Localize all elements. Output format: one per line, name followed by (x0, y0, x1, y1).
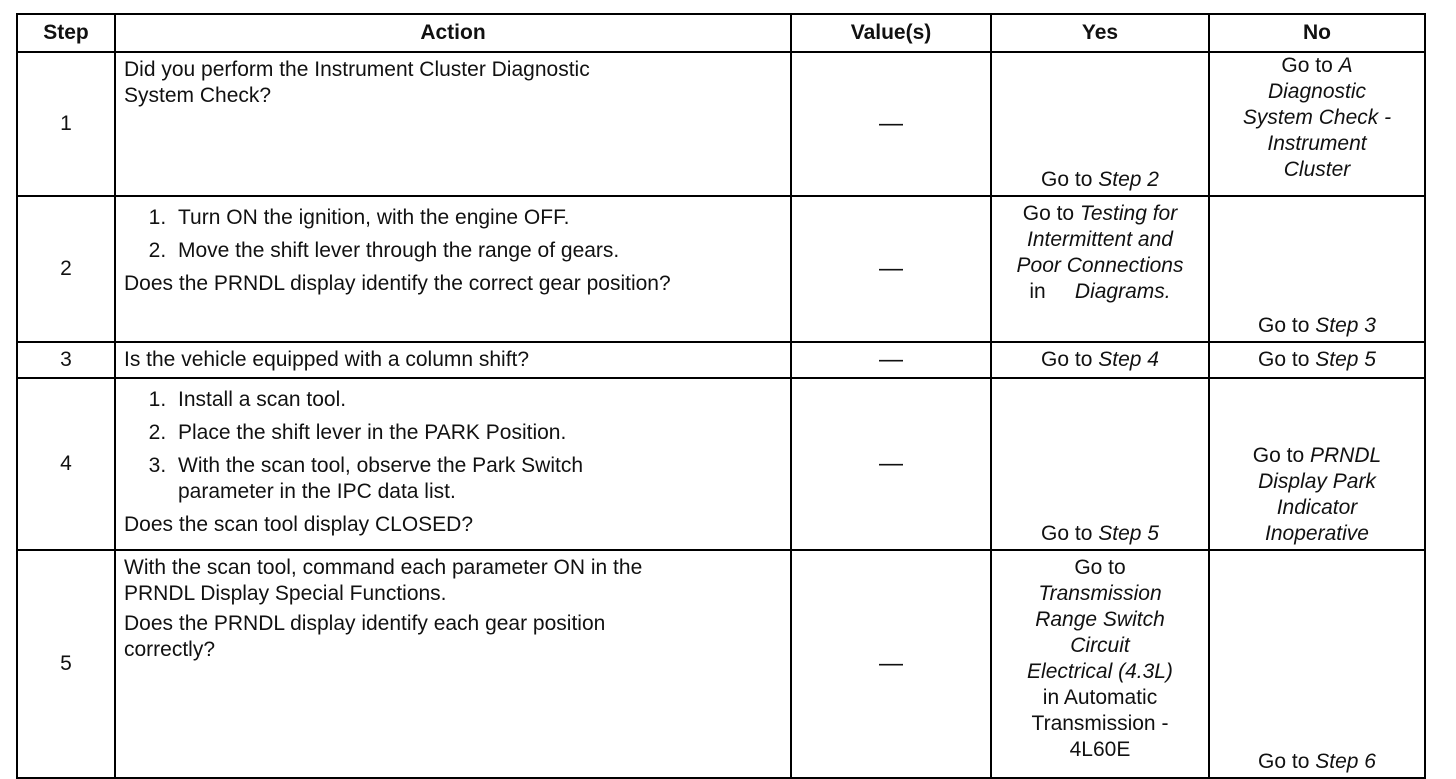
no-link[interactable]: PRNDL (1310, 444, 1382, 467)
value-cell: — (791, 196, 991, 342)
no-link[interactable]: Inoperative (1265, 522, 1369, 545)
table-row (17, 342, 1425, 378)
yes-cell (991, 378, 1209, 550)
step-number: 5 (17, 550, 115, 778)
yes-prefix: Go to (1041, 522, 1099, 545)
no-link[interactable]: Step 3 (1315, 314, 1376, 337)
action-text: Did you perform the Instrument Cluster Diagnostic (124, 58, 590, 81)
action-cell (115, 550, 791, 778)
value-cell: — (791, 550, 991, 778)
value-cell: — (791, 52, 991, 196)
yes-prefix: Go to (1022, 202, 1080, 225)
no-prefix: Go to (1258, 348, 1316, 371)
no-cell (1209, 378, 1425, 550)
action-text: Is the vehicle equipped with a column shift? (115, 342, 791, 378)
yes-link[interactable]: Electrical (4.3L) (1027, 660, 1173, 683)
action-question: Does the PRNDL display identify the correct gear position? (124, 272, 671, 295)
yes-suffix: in (1029, 280, 1046, 303)
diagnostic-table (16, 13, 1426, 779)
action-steps (124, 205, 782, 264)
yes-prefix: Go to (1074, 556, 1126, 579)
yes-link[interactable]: Transmission (1038, 582, 1162, 605)
no-link[interactable]: Diagnostic (1267, 80, 1367, 103)
yes-link[interactable]: Step 5 (1098, 522, 1159, 545)
step-number: 4 (17, 378, 115, 550)
value-cell: — (791, 378, 991, 550)
yes-link[interactable]: Range Switch (1035, 608, 1165, 631)
header-no: No (1209, 14, 1425, 52)
no-cell (1209, 550, 1425, 778)
action-step: 2. Move the shift lever through the range of gears. (172, 238, 782, 264)
action-text: System Check? (124, 84, 272, 107)
table-row (17, 196, 1425, 342)
no-link[interactable]: Display Park (1258, 470, 1376, 493)
header-step: Step (17, 14, 115, 52)
action-cell (115, 52, 791, 196)
action-question: correctly? (124, 638, 216, 661)
no-cell (1209, 52, 1425, 196)
action-step: 2. Place the shift lever in the PARK Position. (172, 420, 782, 446)
table-row (17, 52, 1425, 196)
yes-suffix: Transmission - (1031, 712, 1169, 735)
yes-suffix: 4L60E (1069, 738, 1131, 761)
action-text: With the scan tool, command each parameter ON in the (124, 556, 643, 579)
action-steps (124, 387, 782, 505)
header-action: Action (115, 14, 791, 52)
yes-link[interactable]: Step 4 (1098, 348, 1159, 371)
no-link[interactable]: Indicator (1276, 496, 1358, 519)
yes-link[interactable]: Testing for (1079, 202, 1178, 225)
action-cell (115, 196, 791, 342)
no-prefix: Go to (1258, 750, 1316, 773)
no-prefix: Go to (1281, 54, 1339, 77)
yes-link[interactable]: Step 2 (1098, 168, 1159, 191)
table-row (17, 378, 1425, 550)
yes-cell (991, 550, 1209, 778)
no-link[interactable]: Cluster (1283, 158, 1351, 181)
step-number: 3 (17, 342, 115, 378)
yes-link[interactable]: Intermittent and (1027, 228, 1173, 251)
no-link[interactable]: Step 5 (1315, 348, 1376, 371)
table-row (17, 550, 1425, 778)
header-row (17, 14, 1425, 52)
yes-cell (991, 342, 1209, 378)
header-values: Value(s) (791, 14, 991, 52)
value-cell: — (791, 342, 991, 378)
no-prefix: Go to (1252, 444, 1310, 467)
no-cell (1209, 342, 1425, 378)
step-number: 1 (17, 52, 115, 196)
no-prefix: Go to (1258, 314, 1316, 337)
yes-cell (991, 196, 1209, 342)
action-text: PRNDL Display Special Functions. (124, 582, 447, 605)
action-step: 1. Turn ON the ignition, with the engine OFF. (172, 205, 782, 231)
action-question: Does the PRNDL display identify each gear position (124, 612, 606, 635)
header-yes: Yes (991, 14, 1209, 52)
yes-cell (991, 52, 1209, 196)
yes-link[interactable]: Circuit (1070, 634, 1130, 657)
yes-prefix: Go to (1041, 168, 1099, 191)
no-cell (1209, 196, 1425, 342)
no-link[interactable]: Instrument (1267, 132, 1367, 155)
action-step: 3. With the scan tool, observe the Park Switch parameter in the IPC data list. (172, 453, 678, 505)
yes-link[interactable]: Diagrams. (1074, 280, 1171, 303)
yes-link[interactable]: Poor Connections (1016, 254, 1184, 277)
action-question: Does the scan tool display CLOSED? (124, 513, 474, 536)
no-link[interactable]: System Check - (1242, 106, 1392, 129)
action-step: 1. Install a scan tool. (172, 387, 782, 413)
yes-suffix: in Automatic (1042, 686, 1158, 709)
no-link[interactable]: Step 6 (1315, 750, 1376, 773)
no-link[interactable]: A (1338, 54, 1353, 77)
step-number: 2 (17, 196, 115, 342)
yes-prefix: Go to (1041, 348, 1099, 371)
action-cell (115, 378, 791, 550)
